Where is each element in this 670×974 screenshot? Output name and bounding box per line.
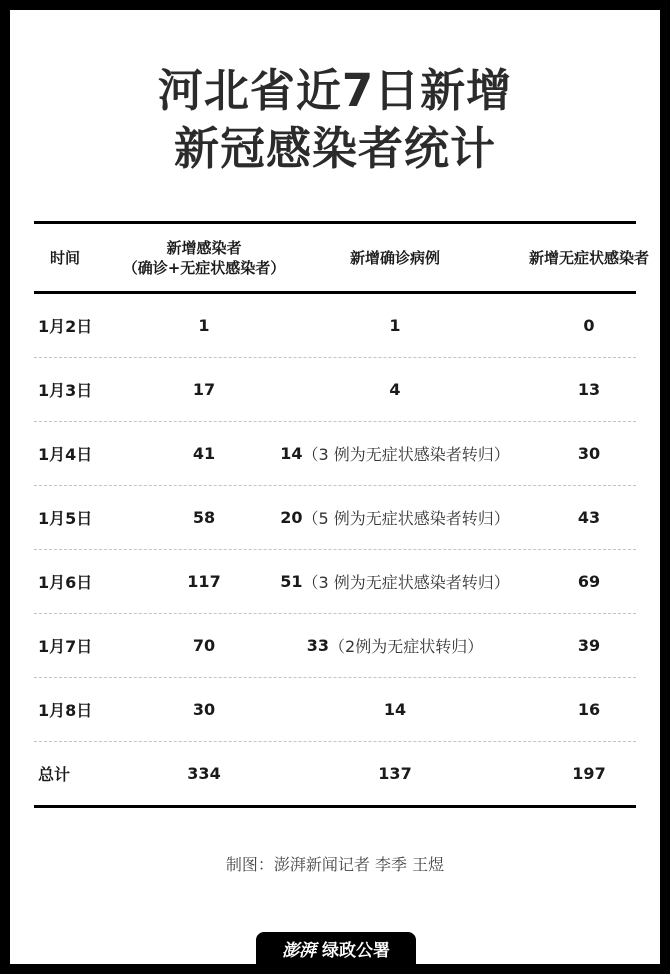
table-row	[34, 678, 636, 742]
row-confirmed-value: 4	[389, 380, 401, 399]
credit-text: 制图：澎湃新闻记者 李季 王煜	[225, 855, 445, 874]
table-row	[34, 422, 636, 486]
row-confirmed	[264, 550, 526, 613]
row-confirmed-note: （3 例为无症状感染者转归）	[302, 445, 510, 464]
row-infected: 30	[192, 700, 216, 719]
row-confirmed-value: 51	[280, 572, 303, 591]
row-date: 1月6日	[38, 573, 93, 592]
table-header	[34, 224, 649, 294]
row-infected: 17	[192, 380, 216, 399]
table-row-total	[34, 742, 636, 808]
brand-badge	[256, 932, 416, 964]
title-line-2: 新冠感染者统计	[173, 122, 496, 175]
row-confirmed-value: 20	[280, 508, 303, 527]
row-confirmed	[264, 358, 526, 421]
total-confirmed: 137	[378, 764, 412, 783]
row-confirmed-note: （2例为无症状转归）	[329, 637, 484, 656]
row-confirmed	[264, 294, 526, 357]
row-infected: 41	[192, 444, 216, 463]
page-title	[0, 62, 670, 178]
row-confirmed	[264, 614, 526, 677]
row-confirmed-value: 1	[389, 316, 401, 335]
brand-label: 绿政公署	[322, 940, 390, 961]
header-date: 时间	[49, 248, 80, 267]
row-asymptomatic: 30	[577, 444, 601, 463]
row-asymptomatic: 39	[577, 636, 601, 655]
row-confirmed	[264, 486, 526, 549]
table-row	[34, 358, 636, 422]
row-asymptomatic: 69	[577, 572, 601, 591]
header-confirmed: 新增确诊病例	[349, 248, 440, 267]
row-confirmed	[264, 422, 526, 485]
row-infected: 70	[192, 636, 216, 655]
brand-logo: 澎湃	[282, 940, 316, 961]
row-date: 1月7日	[38, 637, 93, 656]
row-date: 1月8日	[38, 701, 93, 720]
row-infected: 58	[192, 508, 216, 527]
table-row	[34, 614, 636, 678]
row-date: 1月5日	[38, 509, 93, 528]
row-confirmed-value: 14	[383, 700, 407, 719]
table-row	[34, 294, 636, 358]
total-asymptomatic: 197	[572, 764, 606, 783]
total-label: 总计	[38, 765, 71, 784]
row-infected: 1	[198, 316, 210, 335]
row-date: 1月2日	[38, 317, 93, 336]
row-asymptomatic: 0	[583, 316, 595, 335]
row-asymptomatic: 43	[577, 508, 601, 527]
header-asymptomatic: 新增无症状感染者	[528, 248, 649, 267]
header-infected: 新增感染者 （确诊+无症状感染者）	[122, 238, 286, 277]
row-confirmed-note: （3 例为无症状感染者转归）	[302, 573, 510, 592]
row-confirmed-value: 14	[280, 444, 303, 463]
stats-table	[34, 221, 649, 808]
row-confirmed	[264, 678, 526, 741]
table-row	[34, 486, 636, 550]
row-asymptomatic: 16	[577, 700, 601, 719]
row-date: 1月3日	[38, 381, 93, 400]
row-infected: 117	[187, 572, 221, 591]
total-infected: 334	[187, 764, 221, 783]
row-confirmed-value: 33	[306, 636, 330, 655]
row-confirmed-note: （5 例为无症状感染者转归）	[302, 509, 510, 528]
row-asymptomatic: 13	[577, 380, 601, 399]
row-date: 1月4日	[38, 445, 93, 464]
title-line-1: 河北省近7日新增	[157, 64, 513, 117]
table-row	[34, 550, 636, 614]
